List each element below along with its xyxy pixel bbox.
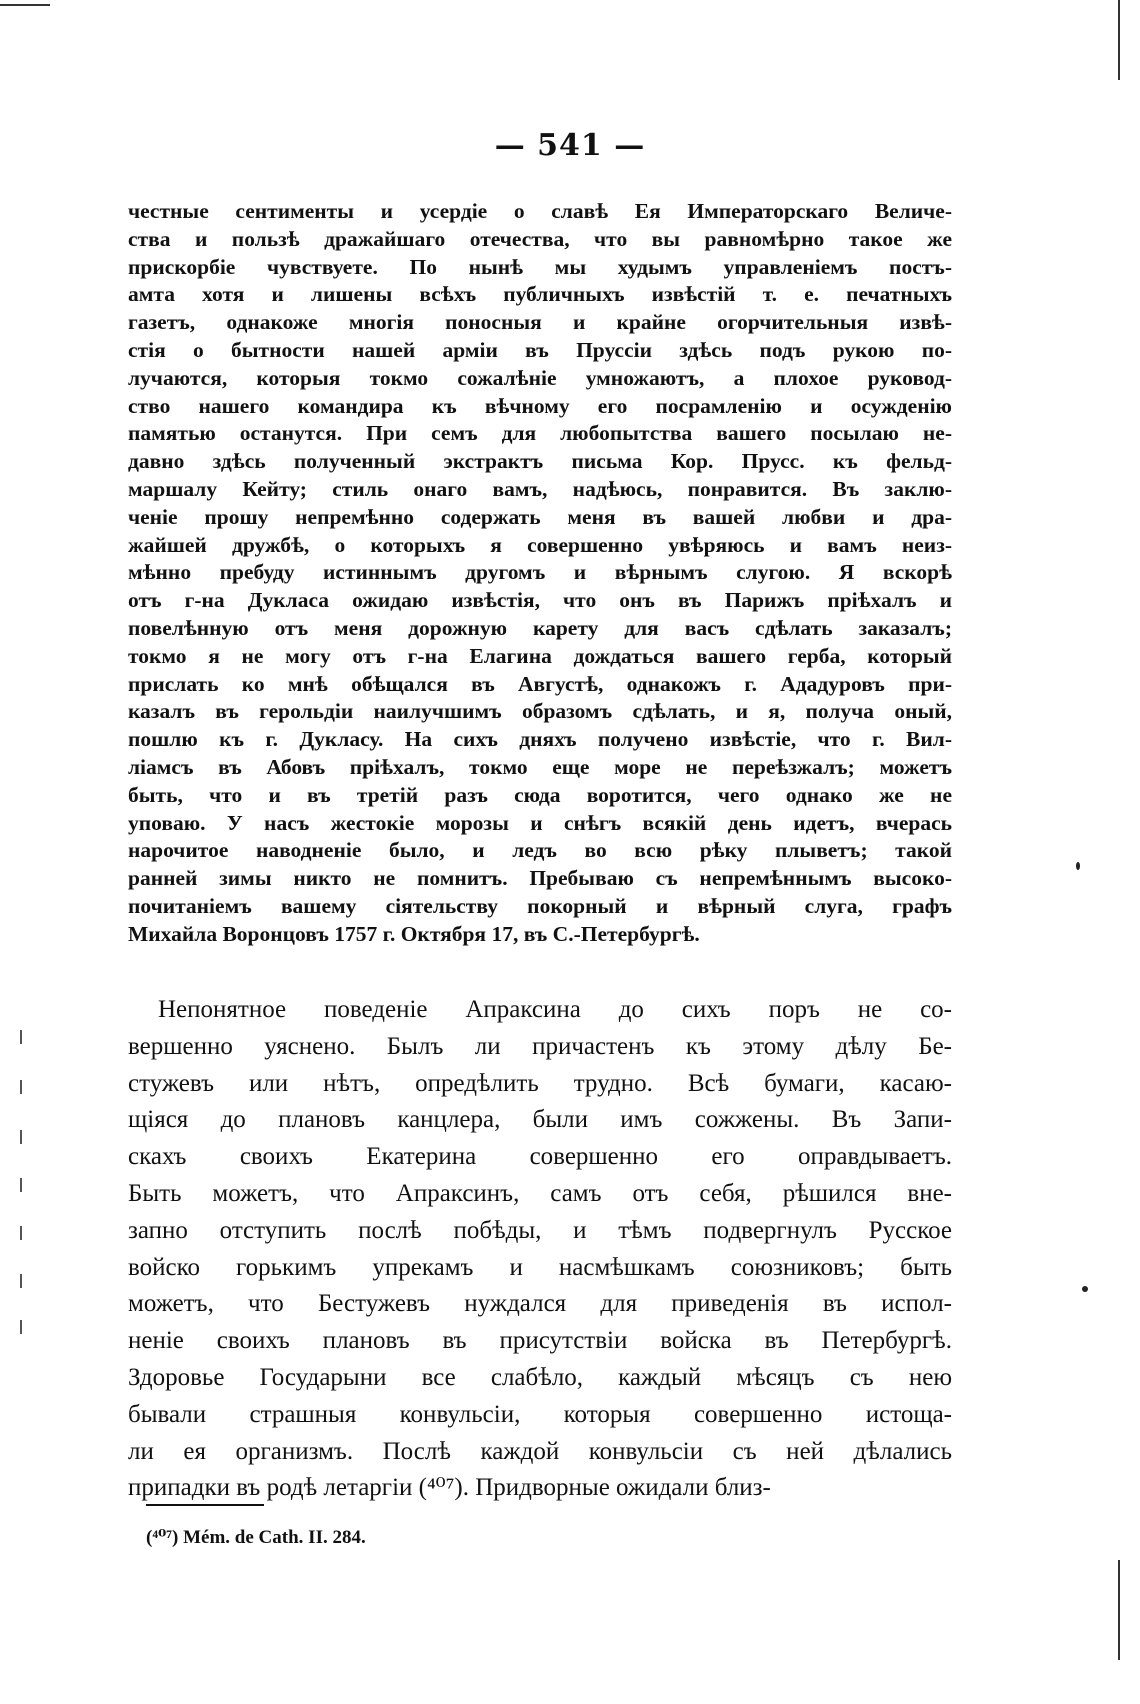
letter-line: ства и пользѣ дражайшаго отечества, что вы равномѣрно такое же <box>128 226 952 251</box>
margin-tick-marks <box>20 1030 24 1330</box>
scan-edge-right-rule <box>1118 0 1120 80</box>
body-line: щіяся до плановъ канцлера, были имъ сожжены. Въ Запи- <box>128 1106 952 1134</box>
letter-line: прислать ко мнѣ обѣщался въ Августѣ, однакожъ г. Ададуровъ при- <box>128 671 952 696</box>
letter-line: честные сентименты и усердіе о славѣ Ея Императорскаго Величе- <box>128 199 952 223</box>
letter-line: нарочитое наводненіе было, и ледъ во всю рѣку плыветъ; такой <box>128 838 952 863</box>
body-line: ли ея организмъ. Послѣ каждой конвульсіи съ ней дѣлались <box>128 1437 952 1465</box>
letter-line: ченіе прошу непремѣнно содержать меня въ вашей любви и дра- <box>128 504 952 529</box>
letter-line: давно здѣсь полученный экстрактъ письма Кор. Прусс. къ фельд- <box>128 449 952 474</box>
letter-line: амта хотя и лишены всѣхъ публичныхъ извѣстій т. е. печатныхъ <box>128 282 952 307</box>
footnote-divider <box>146 1504 264 1506</box>
letter-line: газетъ, однакоже многія поносныя и крайне огорчительныя извѣ- <box>128 310 952 335</box>
body-line: скахъ своихъ Екатерина совершенно его оправдываетъ. <box>128 1143 952 1171</box>
body-line: можетъ, что Бестужевъ нуждался для приведенія въ испол- <box>128 1290 952 1318</box>
letter-line: токмо я не могу отъ г-на Елагина дождаться вашего герба, который <box>128 643 952 668</box>
body-paragraph <box>128 992 952 1507</box>
letter-line: мѣнно пребуду истиннымъ другомъ и вѣрнымъ слугою. Я вскорѣ <box>128 560 952 585</box>
letter-line: ство нашего командира къ вѣчному его посрамленію и осужденію <box>128 393 952 418</box>
letter-line: казалъ въ герольдіи наилучшимъ образомъ сдѣлать, и я, получа оный, <box>128 699 952 724</box>
letter-line: повелѣнную отъ меня дорожную карету для васъ сдѣлать заказалъ; <box>128 615 952 640</box>
letter-line: памятью останутся. При семъ для любопытства вашего посылаю не- <box>128 421 952 446</box>
body-line: бывали страшныя конвульсіи, которыя совершенно истоща- <box>128 1400 952 1428</box>
body-line: неніе своихъ плановъ въ присутствіи войска въ Петербургѣ. <box>128 1327 952 1355</box>
letter-line: лучаются, которыя токмо сожалѣніе умножаютъ, а плохое руковод- <box>128 365 952 390</box>
letter-line: стія о бытности нашей арміи въ Пруссіи здѣсь подъ рукою по- <box>128 337 952 362</box>
body-line: припадки въ родѣ летаргіи (⁴⁰⁷). Придворные ожидали близ- <box>128 1474 771 1502</box>
letter-line: Михайла Воронцовъ 1757 г. Октября 17, въ С.-Петербургѣ. <box>128 921 700 946</box>
letter-line: ранней зимы никто не помнитъ. Пребываю съ непремѣннымъ высоко- <box>128 866 952 891</box>
body-line: Быть можетъ, что Апраксинъ, самъ отъ себя, рѣшился вне- <box>128 1179 952 1207</box>
body-line: войско горькимъ упрекамъ и насмѣшкамъ союзниковъ; быть <box>128 1253 952 1281</box>
letter-line: пошлю къ г. Дукласу. На сихъ дняхъ получено извѣстіе, что г. Вил- <box>128 727 952 752</box>
letter-line: маршалу Кейту; стиль онаго вамъ, надѣюсь, понравится. Въ заклю- <box>128 476 952 501</box>
body-line: Здоровье Государыни все слабѣло, каждый мѣсяцъ съ нею <box>128 1363 952 1391</box>
letter-line: отъ г-на Дукласа ожидаю извѣстія, что онъ въ Парижъ пріѣхалъ и <box>128 588 952 613</box>
body-line: запно отступить послѣ побѣды, и тѣмъ подвергнулъ Русское <box>128 1216 952 1244</box>
body-line: стужевъ или нѣтъ, опредѣлить трудно. Всѣ бумаги, касаю- <box>128 1069 952 1097</box>
body-line: вершенно уяснено. Былъ ли причастенъ къ этому дѣлу Бе- <box>128 1032 952 1060</box>
letter-line: жайшей дружбѣ, о которыхъ я совершенно увѣряюсь и вамъ неиз- <box>128 532 952 557</box>
letter-line: ліамсъ въ Абовъ пріѣхалъ, токмо еще море не переѣзжалъ; можетъ <box>128 754 952 779</box>
page-number: — 541 — <box>494 128 646 163</box>
letter-line: быть, что и въ третій разъ сюда воротится, чего однако же не <box>128 782 952 807</box>
letter-line: уповаю. У насъ жестокіе морозы и снѣгъ всякій день идетъ, вчерась <box>128 810 952 835</box>
letter-quotation <box>128 198 952 949</box>
stray-ink-dot <box>1076 862 1080 870</box>
body-line: Непонятное поведеніе Апраксина до сихъ поръ не со- <box>158 996 952 1023</box>
footnote: (⁴⁰⁷) Mém. de Cath. II. 284. <box>146 1527 366 1548</box>
letter-line: прискорбіе чувствуете. По нынѣ мы худымъ управленіемъ постъ- <box>128 254 952 279</box>
letter-line: почитаніемъ вашему сіятельству покорный и вѣрный слуга, графъ <box>128 893 952 918</box>
scan-edge-top-rule <box>0 4 50 6</box>
scan-edge-right-rule-lower <box>1118 1560 1120 1660</box>
stray-ink-dot <box>1082 1286 1088 1292</box>
